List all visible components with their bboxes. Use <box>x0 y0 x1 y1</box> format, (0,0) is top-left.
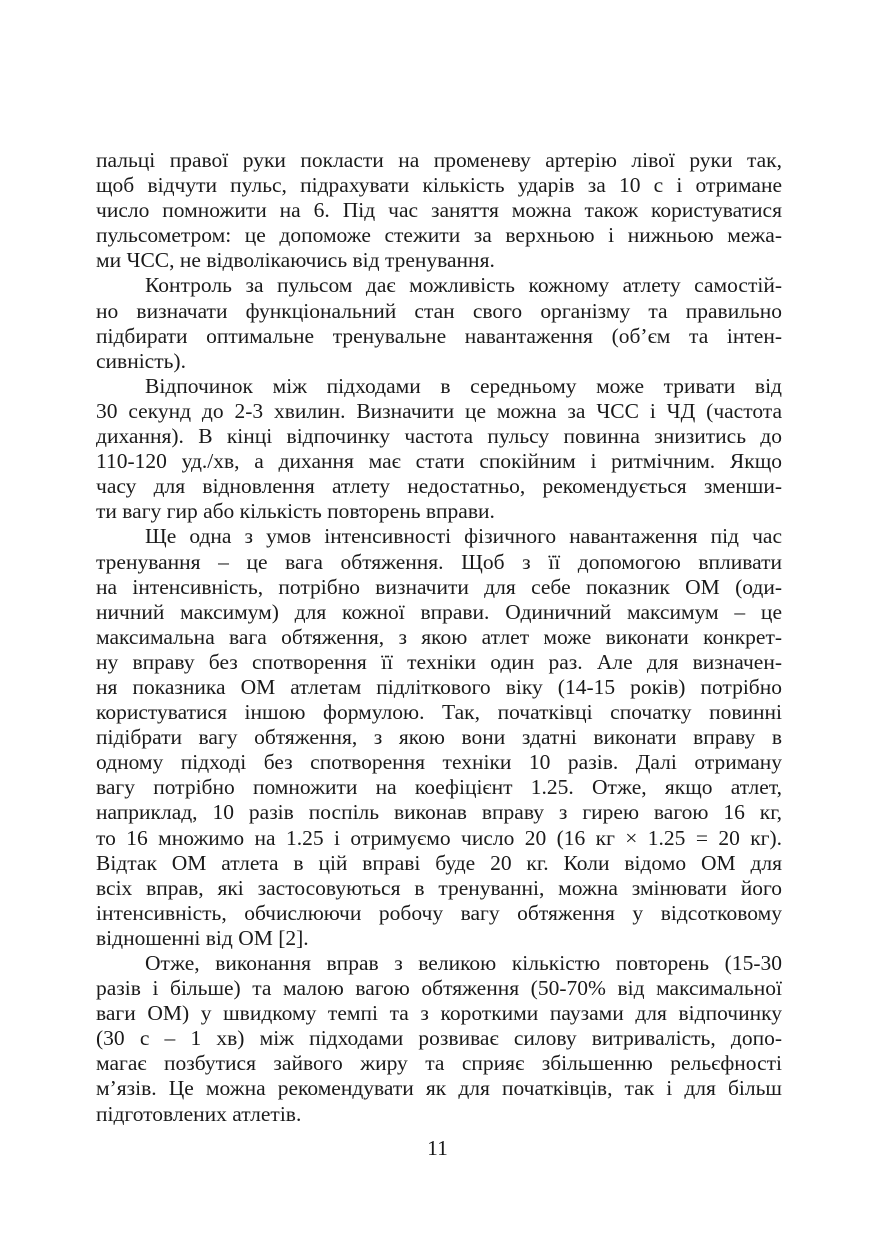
text-line: інтенсивність, обчислюючи робочу вагу обтяження у відсотковому <box>96 900 782 925</box>
page-number: 11 <box>427 1136 448 1160</box>
text-line: дихання). В кінці відпочинку частота пульсу повинна знизитись до <box>96 424 782 449</box>
text-line: наприклад, 10 разів поспіль виконав вправу з гирею вагою 16 кг, <box>96 800 782 825</box>
text-line: відношенні від ОМ [2]. <box>96 925 309 950</box>
text-line: Ще одна з умов інтенсивності фізичного навантаження під час <box>145 524 782 549</box>
text-line: підбирати оптимальне тренувальне навантаження (об’єм та інтен- <box>96 323 782 348</box>
text-line: щоб відчути пульс, підрахувати кількість ударів за 10 с і отримане <box>96 173 782 198</box>
text-line: Відтак ОМ атлета в цій вправі буде 20 кг. Коли відомо ОМ для <box>96 850 782 875</box>
text-line: Відпочинок між підходами в середньому може тривати від <box>145 373 782 398</box>
text-line: часу для відновлення атлету недостатньо, рекомендується зменши- <box>96 474 782 499</box>
text-line: ваги ОМ) у швидкому темпі та з короткими паузами для відпочинку <box>96 1001 782 1026</box>
text-line: разів і більше) та малою вагою обтяження (50-70% від максимальної <box>96 976 782 1001</box>
text-line: 30 секунд до 2-3 хвилин. Визначити це можна за ЧСС і ЧД (частота <box>96 398 782 423</box>
text-line: сивність). <box>96 348 186 373</box>
text-line: (30 с – 1 хв) між підходами розвиває силову витривалість, допо- <box>96 1026 782 1051</box>
text-line: підготовлених атлетів. <box>96 1101 302 1126</box>
text-line: ну вправу без спотворення її техніки один раз. Але для визначен- <box>96 649 782 674</box>
text-line: магає позбутися зайвого жиру та сприяє збільшенню рельєфності <box>96 1051 782 1076</box>
text-line: но визначати функціональний стан свого організму та правильно <box>96 298 782 323</box>
text-line: ти вагу гир або кількість повторень вправи. <box>96 499 495 524</box>
text-line: ми ЧСС, не відволікаючись від тренування. <box>96 248 495 273</box>
text-line: одному підході без спотворення техніки 10 разів. Далі отриману <box>96 750 782 775</box>
text-line: на інтенсивність, потрібно визначити для себе показник ОМ (оди- <box>96 574 782 599</box>
text-line: тренування – це вага обтяження. Щоб з її допомогою впливати <box>96 549 782 574</box>
text-line: користуватися іншою формулою. Так, початківці спочатку повинні <box>96 700 782 725</box>
text-line: то 16 множимо на 1.25 і отримуємо число 20 (16 кг × 1.25 = 20 кг). <box>96 825 782 850</box>
page-body <box>96 148 782 1127</box>
text-line: вагу потрібно помножити на коефіцієнт 1.25. Отже, якщо атлет, <box>96 775 782 800</box>
text-line: Контроль за пульсом дає можливість кожному атлету самостій- <box>145 273 782 298</box>
text-line: м’язів. Це можна рекомендувати як для початківців, так і для більш <box>96 1076 782 1101</box>
text-line: Отже, виконання вправ з великою кількістю повторень (15-30 <box>145 951 782 975</box>
text-line: число помножити на 6. Під час заняття можна також користуватися <box>96 198 782 223</box>
text-line: пульсометром: це допоможе стежити за верхньою і нижньою межа- <box>96 223 782 248</box>
text-line: пальці правої руки покласти на променеву артерію лівої руки так, <box>96 148 782 172</box>
text-line: ничний максимум) для кожної вправи. Одиничний максимум – це <box>96 599 782 624</box>
text-line: 110-120 уд./хв, а дихання має стати спокійним і ритмічним. Якщо <box>96 449 782 474</box>
text-line: всіх вправ, які застосовуються в тренуванні, можна змінювати його <box>96 875 782 900</box>
text-line: ня показника ОМ атлетам підліткового віку (14-15 років) потрібно <box>96 674 782 699</box>
text-line: підібрати вагу обтяження, з якою вони здатні виконати вправу в <box>96 725 782 750</box>
text-line: максимальна вага обтяження, з якою атлет може виконати конкрет- <box>96 624 782 649</box>
